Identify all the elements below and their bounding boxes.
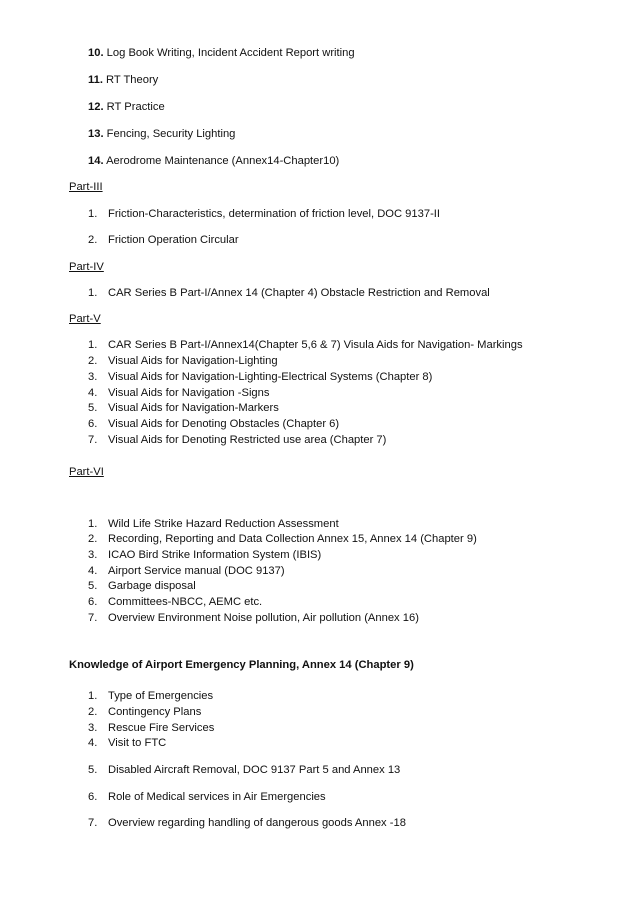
section-heading-part-iii: Part-III bbox=[69, 181, 103, 193]
list-text: Visual Aids for Denoting Restricted use area (Chapter 7) bbox=[108, 434, 387, 446]
list-item bbox=[0, 789, 638, 805]
list-number: 7. bbox=[88, 434, 98, 446]
list-text: Rescue Fire Services bbox=[108, 722, 215, 734]
list-number: 6. bbox=[88, 791, 98, 803]
list-item bbox=[0, 432, 638, 448]
list-text: CAR Series B Part-I/Annex 14 (Chapter 4) Obstacle Restriction and Removal bbox=[108, 287, 490, 299]
list-item bbox=[0, 285, 638, 301]
list-text: Visual Aids for Navigation-Lighting bbox=[108, 355, 278, 367]
list-item bbox=[0, 610, 638, 626]
list-number: 3. bbox=[88, 549, 98, 561]
list-item bbox=[88, 72, 158, 88]
list-text: Recording, Reporting and Data Collection Annex 15, Annex 14 (Chapter 9) bbox=[108, 533, 477, 545]
list-number: 4. bbox=[88, 565, 98, 577]
list-text: Friction Operation Circular bbox=[108, 234, 239, 246]
list-text: Overview regarding handling of dangerous goods Annex -18 bbox=[108, 817, 406, 829]
list-number: 2. bbox=[88, 355, 98, 367]
list-item bbox=[88, 126, 235, 142]
list-number: 2. bbox=[88, 706, 98, 718]
list-item bbox=[88, 153, 339, 169]
list-text: Overview Environment Noise pollution, Air pollution (Annex 16) bbox=[108, 612, 419, 624]
list-item bbox=[0, 563, 638, 579]
list-item bbox=[0, 232, 638, 248]
list-item bbox=[0, 206, 638, 222]
list-text: RT Practice bbox=[106, 101, 165, 113]
list-item bbox=[0, 547, 638, 563]
list-number: 2. bbox=[88, 234, 98, 246]
list-text: ICAO Bird Strike Information System (IBIS) bbox=[108, 549, 322, 561]
list-item bbox=[0, 688, 638, 704]
list-text: CAR Series B Part-I/Annex14(Chapter 5,6 & 7) Visula Aids for Navigation- Markings bbox=[108, 339, 523, 351]
list-item bbox=[0, 578, 638, 594]
list-text: Visual Aids for Navigation-Lighting-Electrical Systems (Chapter 8) bbox=[108, 371, 433, 383]
section-heading-part-vi: Part-VI bbox=[69, 466, 104, 478]
section-heading-part-v: Part-V bbox=[69, 313, 101, 325]
list-number: 3. bbox=[88, 722, 98, 734]
list-item bbox=[0, 720, 638, 736]
list-item bbox=[0, 369, 638, 385]
list-item bbox=[0, 762, 638, 778]
list-text: Wild Life Strike Hazard Reduction Assessment bbox=[108, 518, 339, 530]
section-heading-emergency-planning: Knowledge of Airport Emergency Planning, Annex 14 (Chapter 9) bbox=[69, 659, 414, 671]
list-number: 1. bbox=[88, 287, 98, 299]
list-number: 5. bbox=[88, 764, 98, 776]
list-number: 7. bbox=[88, 612, 98, 624]
list-item bbox=[0, 531, 638, 547]
list-item bbox=[0, 385, 638, 401]
list-item bbox=[88, 99, 165, 115]
list-number: 6. bbox=[88, 418, 98, 430]
list-item bbox=[0, 516, 638, 532]
list-number: 1. bbox=[88, 339, 98, 351]
list-text: Contingency Plans bbox=[108, 706, 202, 718]
list-item bbox=[88, 45, 355, 61]
list-number: 12. bbox=[88, 101, 104, 113]
list-number: 4. bbox=[88, 737, 98, 749]
list-text: Committees-NBCC, AEMC etc. bbox=[108, 596, 263, 608]
list-text: Role of Medical services in Air Emergencies bbox=[108, 791, 326, 803]
list-number: 5. bbox=[88, 402, 98, 414]
list-item bbox=[0, 353, 638, 369]
list-item bbox=[0, 594, 638, 610]
list-text: Fencing, Security Lighting bbox=[106, 128, 236, 140]
list-number: 5. bbox=[88, 580, 98, 592]
list-text: Visual Aids for Navigation-Markers bbox=[108, 402, 279, 414]
list-number: 2. bbox=[88, 533, 98, 545]
list-text: Visual Aids for Denoting Obstacles (Chapter 6) bbox=[108, 418, 340, 430]
list-text: Airport Service manual (DOC 9137) bbox=[108, 565, 285, 577]
list-text: RT Theory bbox=[106, 74, 159, 86]
list-text: Aerodrome Maintenance (Annex14-Chapter10) bbox=[106, 155, 340, 167]
list-number: 4. bbox=[88, 387, 98, 399]
list-item bbox=[0, 815, 638, 831]
list-text: Friction-Characteristics, determination of friction level, DOC 9137-II bbox=[108, 208, 441, 220]
list-number: 10. bbox=[88, 47, 104, 59]
list-item bbox=[0, 400, 638, 416]
list-number: 7. bbox=[88, 817, 98, 829]
list-number: 3. bbox=[88, 371, 98, 383]
list-text: Log Book Writing, Incident Accident Report writing bbox=[106, 47, 355, 59]
list-number: 1. bbox=[88, 518, 98, 530]
list-number: 1. bbox=[88, 690, 98, 702]
list-number: 1. bbox=[88, 208, 98, 220]
section-heading-part-iv: Part-IV bbox=[69, 261, 104, 273]
list-item bbox=[0, 704, 638, 720]
list-text: Type of Emergencies bbox=[108, 690, 214, 702]
list-item bbox=[0, 337, 638, 353]
list-text: Garbage disposal bbox=[108, 580, 196, 592]
list-number: 11. bbox=[88, 74, 103, 86]
list-item bbox=[0, 416, 638, 432]
list-text: Visit to FTC bbox=[108, 737, 167, 749]
list-number: 14. bbox=[88, 155, 104, 167]
list-item bbox=[0, 735, 638, 751]
list-number: 13. bbox=[88, 128, 104, 140]
list-text: Visual Aids for Navigation -Signs bbox=[108, 387, 270, 399]
list-number: 6. bbox=[88, 596, 98, 608]
list-text: Disabled Aircraft Removal, DOC 9137 Part 5 and Annex 13 bbox=[108, 764, 401, 776]
